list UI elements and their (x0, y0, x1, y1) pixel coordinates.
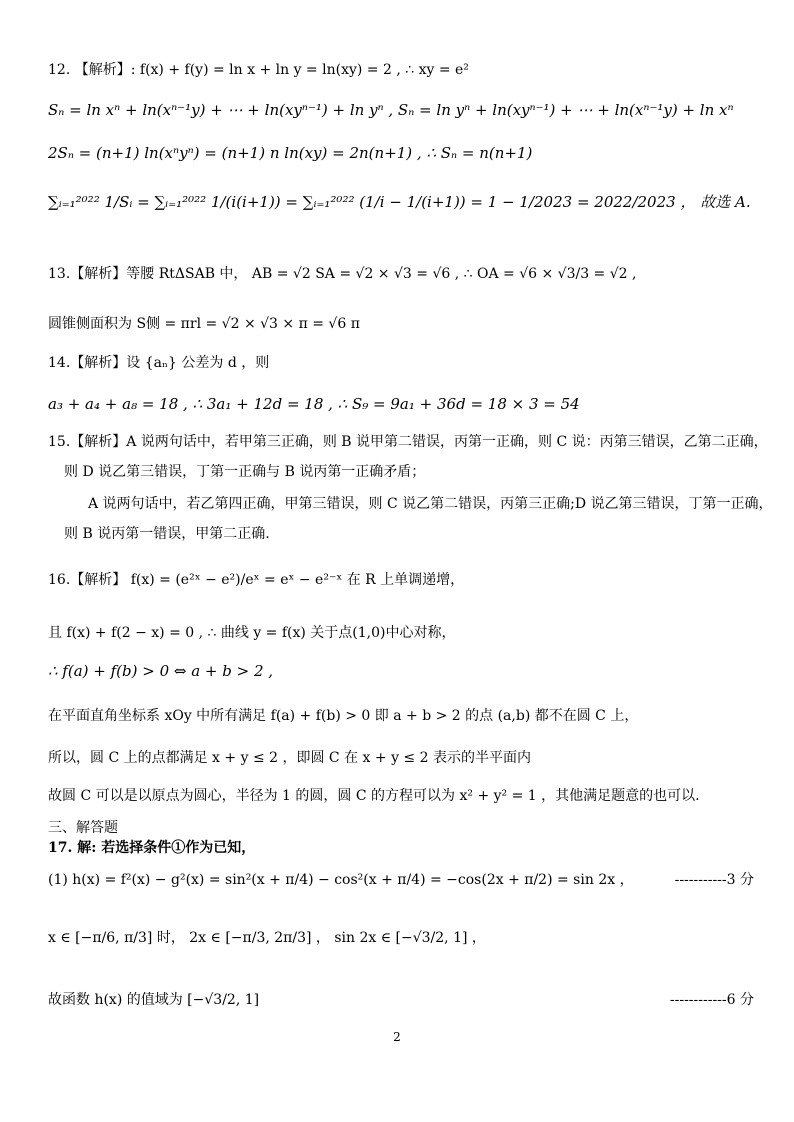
solution-12-line-4: ∑ᵢ₌₁²⁰²² 1/Sᵢ = ∑ᵢ₌₁²⁰²² 1/(i(i+1)) = ∑ᵢ₌₁²⁰²² (1/i − 1/(i+1)) = 1 − 1/2023 = 2022/2023 ， 故选 A. (48, 193, 751, 211)
solution-15-line-1: 15.【解析】A 说两句话中，若甲第三正确，则 B 说甲第二错误，丙第一正确，则 C 说：丙第三错误，乙第二正确， (48, 434, 768, 450)
solution-16-line-4: 在平面直角坐标系 xOy 中所有满足 f(a) + f(b) > 0 即 a + b > 2 的点 (a,b) 都不在圆 C 上， (48, 708, 639, 724)
score-6: ------------6 分 (669, 992, 754, 1008)
solution-17-heading: 17. 解: 若选择条件①作为已知， (48, 840, 256, 856)
solution-16-line-1: 16.【解析】 f(x) = (e²ˣ − e²)/eˣ = eˣ − e²⁻ˣ 在 R 上单调递增， (48, 572, 465, 588)
solution-12-line-2: Sₙ = ln xⁿ + ln(xⁿ⁻¹y) + ⋯ + ln(xyⁿ⁻¹) + ln yⁿ , Sₙ = ln yⁿ + ln(xyⁿ⁻¹) + ⋯ + ln(xⁿ⁻¹y) + ln xⁿ (48, 101, 734, 119)
solution-17-line-3: 故函数 h(x) 的值域为 [−√3/2, 1] (48, 992, 260, 1008)
solution-15-line-2: 则 D 说乙第三错误，丁第一正确与 B 说丙第一正确矛盾； (64, 464, 426, 480)
solution-16-line-3: ∴ f(a) + f(b) > 0 ⇔ a + b > 2 , (48, 662, 274, 680)
solution-14-line-1: 14.【解析】设 {aₙ} 公差为 d ，则 (48, 355, 270, 371)
solution-12-line-3: 2Sₙ = (n+1) ln(xⁿyⁿ) = (n+1) n ln(xy) = 2n(n+1) , ∴ Sₙ = n(n+1) (48, 144, 533, 162)
solution-14-line-2: a₃ + a₄ + a₈ = 18 , ∴ 3a₁ + 12d = 18 , ∴ S₉ = 9a₁ + 36d = 18 × 3 = 54 (48, 395, 580, 413)
section-heading: 三、解答题 (48, 820, 118, 836)
solution-17-line-2: x ∈ [−π/6, π/3] 时， 2x ∈ [−π/3, 2π/3] ， sin 2x ∈ [−√3/2, 1] ， (48, 930, 486, 946)
page-number: 2 (393, 1030, 401, 1044)
solution-13-line-2: 圆锥侧面积为 S侧 = πrl = √2 × √3 × π = √6 π (48, 316, 360, 332)
solution-17-line-1: (1) h(x) = f²(x) − g²(x) = sin²(x + π/4) − cos²(x + π/4) = −cos(2x + π/2) = sin 2x ， (48, 872, 634, 888)
score-3: -----------3 分 (674, 872, 754, 888)
solution-16-line-6: 故圆 C 可以是以原点为圆心，半径为 1 的圆，圆 C 的方程可以为 x² + y² = 1 ，其他满足题意的也可以. (48, 788, 700, 804)
solution-12-line-1: 12. 【解析】: f(x) + f(y) = ln x + ln y = ln(xy) = 2 , ∴ xy = e² (48, 62, 469, 78)
solution-16-line-5: 所以，圆 C 上的点都满足 x + y ≤ 2 ，即圆 C 在 x + y ≤ 2 表示的半平面内 (48, 750, 531, 766)
solution-15-line-4: 则 B 说丙第一错误，甲第二正确. (64, 526, 270, 542)
solution-15-line-3: A 说两句话中，若乙第四正确，甲第三错误，则 C 说乙第二错误，丙第三正确;D 说乙第三错误，丁第一正确， (88, 496, 773, 512)
solution-16-line-2: 且 f(x) + f(2 − x) = 0 , ∴ 曲线 y = f(x) 关于点(1,0)中心对称， (48, 625, 456, 641)
solution-13-line-1: 13.【解析】等腰 RtΔSAB 中， AB = √2 SA = √2 × √3 = √6 , ∴ OA = √6 × √3/3 = √2 , (48, 266, 637, 282)
